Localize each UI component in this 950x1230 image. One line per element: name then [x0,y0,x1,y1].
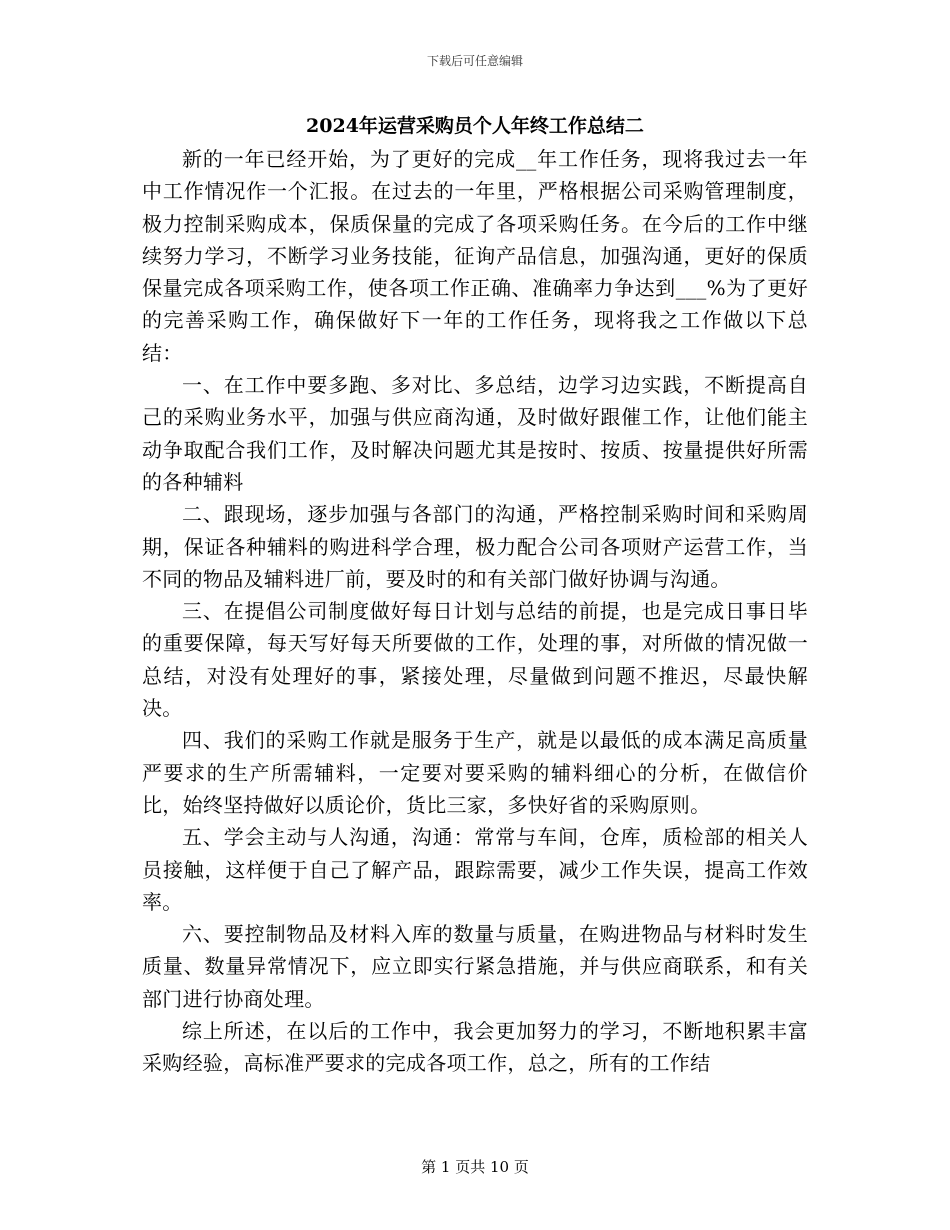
document-title: 2024年运营采购员个人年终工作总结二 [306,115,644,137]
paragraph-point-6: 六、要控制物品及材料入库的数量与质量，在购进物品与材料时发生质量、数量异常情况下，应立即实行紧急措施，并与供应商联系，和有关部门进行协商处理。 [142,922,808,1011]
paragraph-intro: 新的一年已经开始，为了更好的完成__年工作任务，现将我过去一年中工作情况作一个汇报。在过去的一年里，严格根据公司采购管理制度，极力控制采购成本，保质保量的完成了各项采购任务。在今后的工作中继续努力学习，不断学习业务技能，征询产品信息，加强沟通，更好的保质保量完成各项采购工作，使各项工作正确、准确率力争达到___%为了更好的完善采购工作，确保做好下一年的工作任务，现将我之工作做以下总结： [142,147,808,365]
page-footer-indicator: 第 1 页共 10 页 [421,1158,529,1176]
paragraph-point-3: 三、在提倡公司制度做好每日计划与总结的前提，也是完成日事日毕的重要保障，每天写好每天所要做的工作，处理的事，对所做的情况做一总结，对没有处理好的事，紧接处理，尽量做到问题不推迟，尽最快解决。 [142,599,808,721]
paragraph-point-2: 二、跟现场，逐步加强与各部门的沟通，严格控制采购时间和采购周期，保证各种辅料的购进科学合理，极力配合公司各项财产运营工作，当不同的物品及辅料进厂前，要及时的和有关部门做好协调与沟通。 [142,502,808,591]
paragraph-point-5: 五、学会主动与人沟通，沟通：常常与车间，仓库，质检部的相关人员接触，这样便于自己了解产品，跟踪需要，减少工作失误，提高工作效率。 [142,825,808,914]
page-header-note: 下载后可任意编辑 [426,54,523,68]
paragraph-summary: 综上所述，在以后的工作中，我会更加努力的学习，不断地积累丰富采购经验，高标准严要求的完成各项工作，总之，所有的工作结 [142,1019,808,1076]
paragraph-point-4: 四、我们的采购工作就是服务于生产，就是以最低的成本满足高质量严要求的生产所需辅料，一定要对要采购的辅料细心的分析，在做信价比，始终坚持做好以质论价，货比三家，多快好省的采购原则。 [142,728,808,817]
document-body [142,143,808,1080]
paragraph-point-1: 一、在工作中要多跑、多对比、多总结，边学习边实践，不断提高自己的采购业务水平，加强与供应商沟通，及时做好跟催工作，让他们能主动争取配合我们工作，及时解决问题尤其是按时、按质、按量提供好所需的各种辅料 [142,373,808,494]
